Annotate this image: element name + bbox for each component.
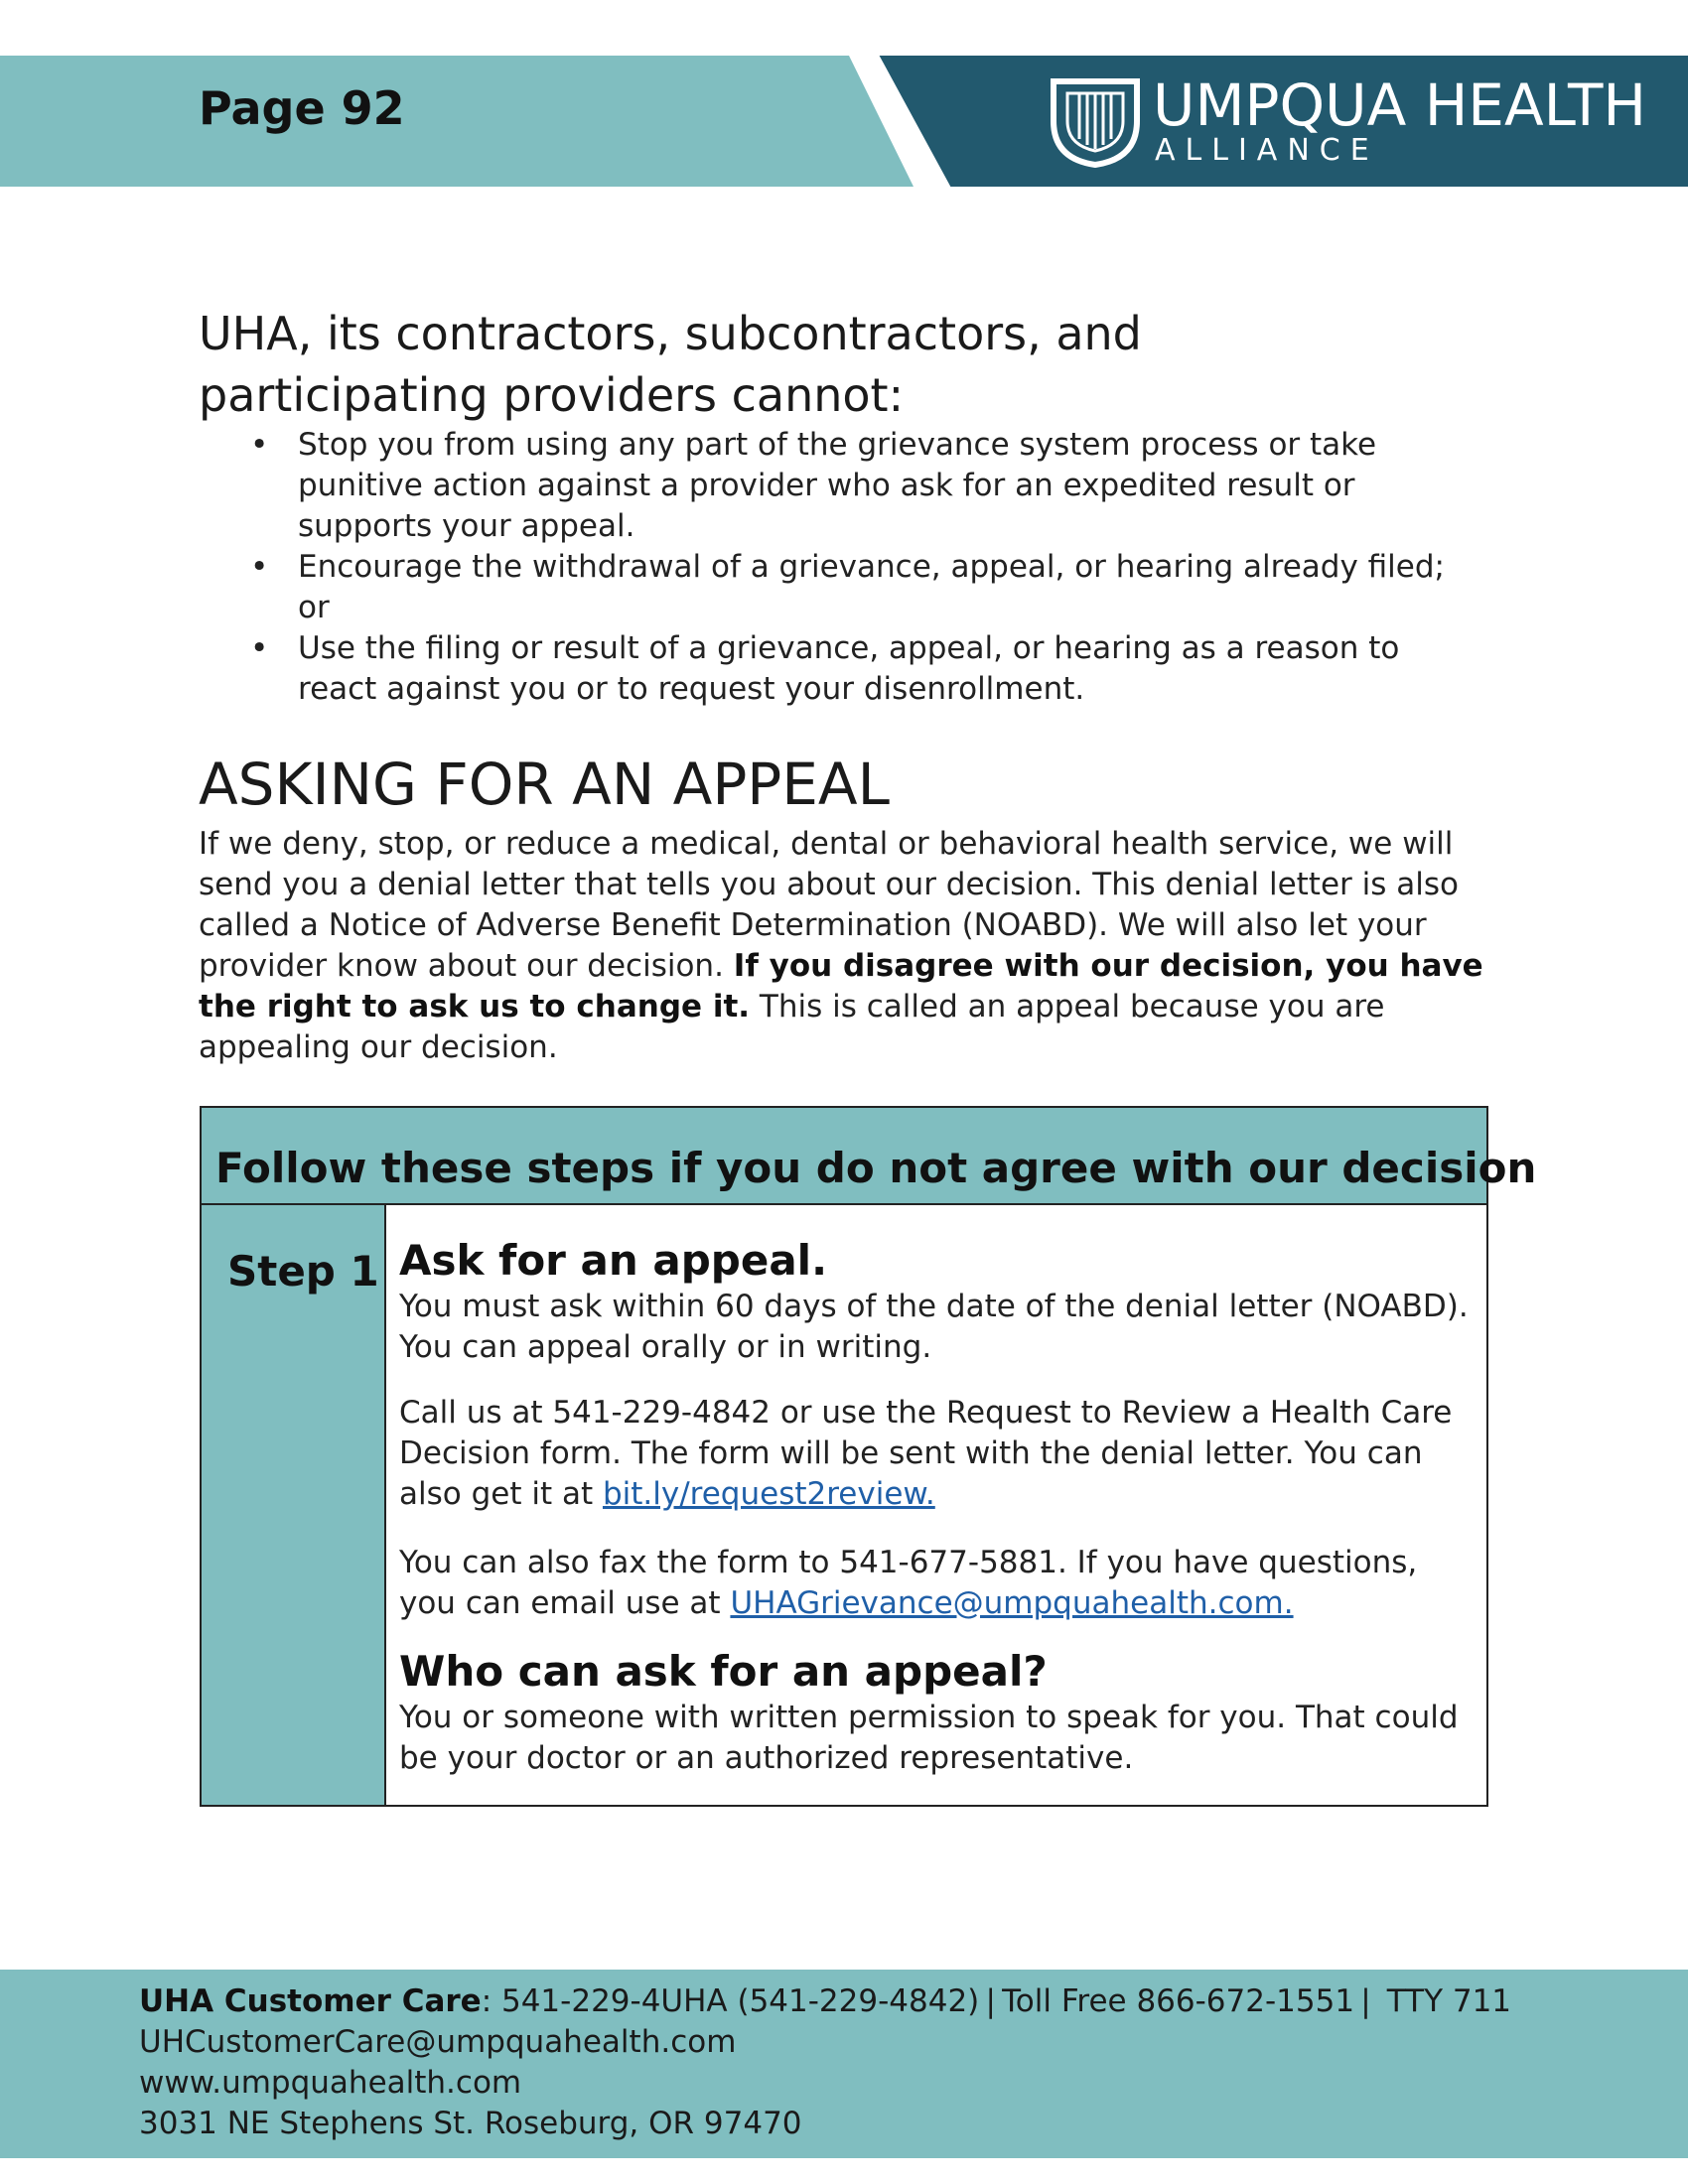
logo-emblem-icon — [1048, 73, 1143, 169]
step-text-who: You or someone with written permission to speak for you. That could be your doctor or an authorized representative. — [399, 1700, 1459, 1776]
step-title: Ask for an appeal. — [399, 1236, 828, 1285]
footer-care-label: UHA Customer Care — [139, 1983, 482, 2019]
footer-care-line — [139, 1981, 1511, 2022]
steps-table-header — [202, 1108, 1537, 1205]
footer-contact — [139, 1981, 1511, 2144]
footer-address: 3031 NE Stephens St. Roseburg, OR 97470 — [139, 2106, 802, 2141]
bullet-icon: • — [250, 549, 269, 585]
fax-text: You can also fax the form to 541-677-5881. If you have questions, you can email use at — [399, 1545, 1418, 1621]
list-item — [199, 547, 1460, 628]
restrictions-list — [199, 425, 1460, 710]
step-text-fax — [399, 1543, 1481, 1624]
step-content — [399, 1235, 1481, 1779]
footer-website[interactable]: www.umpquahealth.com — [139, 2065, 522, 2101]
grievance-email-link[interactable]: UHAGrievance@umpquahealth.com. — [730, 1585, 1294, 1621]
bullet-icon: • — [250, 630, 269, 666]
step-label-column — [202, 1205, 386, 1805]
intro-heading-line-2: participating providers cannot: — [199, 368, 905, 422]
intro-heading — [199, 303, 1489, 426]
call-text: Call us at 541-229-4842 or use the Request to Review a Health Care Decision form. The form will be sent with the denial letter. You can also get it at — [399, 1395, 1453, 1512]
intro-heading-line-1: UHA, its contractors, subcontractors, and — [199, 307, 1142, 360]
footer — [0, 1970, 1688, 2158]
section-heading: ASKING FOR AN APPEAL — [199, 751, 890, 818]
steps-table-header-text: Follow these steps if you do not agree with our decision — [215, 1144, 1537, 1192]
logo-name: UMPQUA HEALTH — [1153, 71, 1646, 139]
logo-subtitle: ALLIANCE — [1155, 133, 1379, 168]
list-item-text: Use the filing or result of a grievance, appeal, or hearing as a reason to react against you or to request your disenrollment. — [298, 630, 1400, 707]
footer-phones: : 541-229-4UHA (541-229-4842) | Toll Free 866-672-1551 | TTY 711 — [481, 1983, 1512, 2019]
list-item-text: Stop you from using any part of the grievance system process or take punitive action against a provider who ask for an expedited result or supports your appeal. — [298, 427, 1377, 544]
paragraph-text: If we deny, stop, or reduce a medical, dental or behavioral health service, we will send you a denial letter that tells you about our decision. This denial letter is also called a Notice of Adverse Benefit Determination (NOABD). We will also let your provider know about our decision. — [199, 826, 1459, 984]
paragraph-text-end: This is called an appeal because you are appealing our decision. — [199, 989, 1385, 1065]
header-band-light — [0, 56, 914, 187]
step-label: Step 1 — [227, 1247, 379, 1296]
request-review-link[interactable]: bit.ly/request2review. — [602, 1476, 935, 1512]
step-subtitle: Who can ask for an appeal? — [399, 1647, 1048, 1696]
step-text-deadline: You must ask within 60 days of the date of the denial letter (NOABD). You can appeal orally or in writing. — [399, 1289, 1469, 1365]
paragraph-bold-text: If you disagree with our decision, you have the right to ask us to change it. — [199, 948, 1483, 1024]
footer-email[interactable]: UHCustomerCare@umpquahealth.com — [139, 2024, 737, 2060]
list-item — [199, 425, 1460, 547]
list-item — [199, 628, 1460, 710]
list-item-text: Encourage the withdrawal of a grievance, appeal, or hearing already filed; or — [298, 549, 1445, 625]
bullet-icon: • — [250, 427, 269, 463]
section-paragraph — [199, 824, 1509, 1068]
umpqua-health-logo[interactable] — [1048, 69, 1646, 169]
page-number: Page 92 — [199, 81, 405, 135]
step-text-call — [399, 1393, 1481, 1515]
